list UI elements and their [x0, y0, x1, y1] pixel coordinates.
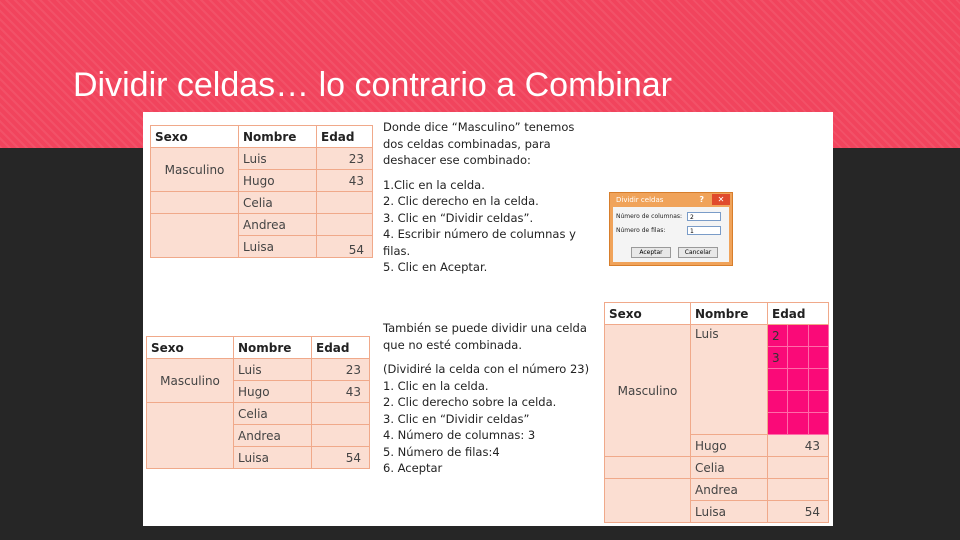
split-cell[interactable]	[788, 369, 809, 391]
instructions-merged	[383, 119, 598, 276]
split-cell[interactable]	[809, 391, 829, 413]
cell-nombre[interactable]: Hugo	[691, 435, 768, 457]
cell-sexo[interactable]	[605, 457, 691, 479]
cell-edad[interactable]: 54	[312, 447, 370, 469]
split-cell[interactable]	[809, 369, 829, 391]
split-cell[interactable]	[768, 369, 788, 391]
merged-cell-sexo[interactable]: Masculino	[147, 359, 234, 403]
header-sexo: Sexo	[605, 303, 691, 325]
cell-nombre[interactable]: Celia	[691, 457, 768, 479]
cell-sexo[interactable]	[151, 214, 239, 258]
header-nombre: Nombre	[691, 303, 768, 325]
cell-edad[interactable]: 43	[312, 381, 370, 403]
cell-edad[interactable]: 54	[317, 236, 373, 258]
cell-edad[interactable]: 54	[768, 501, 829, 523]
cell-nombre[interactable]: Luisa	[239, 236, 317, 258]
ok-button[interactable]: Aceptar	[631, 247, 671, 258]
split-cell[interactable]	[768, 413, 788, 435]
step-line: 5. Clic en Aceptar.	[383, 260, 488, 274]
text-line: Donde dice “Masculino” tenemos	[383, 120, 575, 134]
text-line: dos celdas combinadas, para	[383, 136, 551, 151]
cell-edad[interactable]	[312, 425, 370, 447]
split-cell[interactable]	[788, 413, 809, 435]
step-line: 3. Clic en “Dividir celdas”.	[383, 210, 534, 225]
dialog-body	[613, 207, 729, 262]
split-cell[interactable]	[788, 391, 809, 413]
text-line: También se puede dividir una celda	[383, 321, 587, 335]
cell-nombre[interactable]: Luisa	[234, 447, 312, 469]
merged-cell-sexo[interactable]: Masculino	[151, 148, 239, 192]
cell-nombre[interactable]: Celia	[234, 403, 312, 425]
step-line: 5. Número de filas:4	[383, 444, 500, 459]
header-sexo: Sexo	[147, 337, 234, 359]
split-cells-dialog	[609, 192, 733, 266]
cell-nombre[interactable]: Hugo	[234, 381, 312, 403]
text-line: (Dividiré la celda con el número 23)	[383, 362, 590, 376]
step-line: 4. Número de columnas: 3	[383, 428, 536, 442]
cell-edad[interactable]	[768, 457, 829, 479]
cell-nombre[interactable]: Andrea	[234, 425, 312, 447]
split-cell[interactable]	[809, 413, 829, 435]
step-line: filas.	[383, 243, 411, 258]
cell-nombre[interactable]: Andrea	[691, 479, 768, 501]
split-cell[interactable]	[788, 347, 809, 369]
header-nombre: Nombre	[234, 337, 312, 359]
cell-nombre[interactable]: Luis	[691, 325, 768, 435]
cell-sexo[interactable]	[605, 479, 691, 523]
step-line: 2. Clic derecho en la celda.	[383, 194, 539, 208]
cell-sexo[interactable]	[147, 403, 234, 469]
close-icon[interactable]: ✕	[712, 194, 730, 205]
split-cell[interactable]	[809, 325, 829, 347]
text-line: que no esté combinada.	[383, 337, 522, 352]
step-line: 1.Clic en la celda.	[383, 177, 485, 192]
cell-edad[interactable]	[317, 192, 373, 214]
header-edad: Edad	[768, 303, 829, 325]
step-line: 2. Clic derecho sobre la celda.	[383, 395, 557, 409]
text-line: deshacer ese combinado:	[383, 153, 531, 167]
table-2	[146, 336, 370, 469]
help-icon[interactable]: ?	[699, 195, 704, 204]
columns-input[interactable]: 2	[687, 212, 721, 221]
slide-title: Dividir celdas… lo contrario a Combinar	[73, 66, 673, 104]
cell-sexo[interactable]	[151, 192, 239, 214]
step-line: 1. Clic en la celda.	[383, 378, 489, 393]
split-cell[interactable]	[788, 325, 809, 347]
cancel-button[interactable]: Cancelar	[678, 247, 718, 258]
cell-nombre[interactable]: Luisa	[691, 501, 768, 523]
cell-nombre[interactable]: Celia	[239, 192, 317, 214]
header-sexo: Sexo	[151, 126, 239, 148]
cell-nombre[interactable]: Luis	[234, 359, 312, 381]
cell-nombre[interactable]: Luis	[239, 148, 317, 170]
merged-cell-sexo[interactable]: Masculino	[605, 325, 691, 457]
rows-label: Número de filas:	[616, 227, 666, 234]
table-1	[150, 125, 373, 258]
split-cell[interactable]	[768, 391, 788, 413]
header-edad: Edad	[312, 337, 370, 359]
cell-edad[interactable]: 23	[317, 148, 373, 170]
columns-label: Número de columnas:	[616, 213, 683, 220]
header-nombre: Nombre	[239, 126, 317, 148]
table-3	[604, 302, 829, 523]
split-cell[interactable]: 3	[768, 347, 788, 369]
cell-nombre[interactable]: Hugo	[239, 170, 317, 192]
cell-edad[interactable]: 43	[317, 170, 373, 192]
cell-edad[interactable]	[768, 479, 829, 501]
cell-nombre[interactable]: Andrea	[239, 214, 317, 236]
cell-edad[interactable]: 23	[312, 359, 370, 381]
step-line: 3. Clic en “Dividir celdas”	[383, 411, 530, 426]
slide-content-image	[143, 112, 833, 526]
dialog-title: Dividir celdas	[616, 196, 664, 204]
step-line: 6. Aceptar	[383, 461, 443, 475]
instructions-split	[383, 320, 601, 477]
header-edad: Edad	[317, 126, 373, 148]
cell-edad[interactable]	[312, 403, 370, 425]
cell-edad[interactable]: 43	[768, 435, 829, 457]
split-cell[interactable]	[809, 347, 829, 369]
step-line: 4. Escribir número de columnas y	[383, 227, 576, 241]
rows-input[interactable]: 1	[687, 226, 721, 235]
split-cell[interactable]: 2	[768, 325, 788, 347]
cell-edad[interactable]	[317, 214, 373, 236]
